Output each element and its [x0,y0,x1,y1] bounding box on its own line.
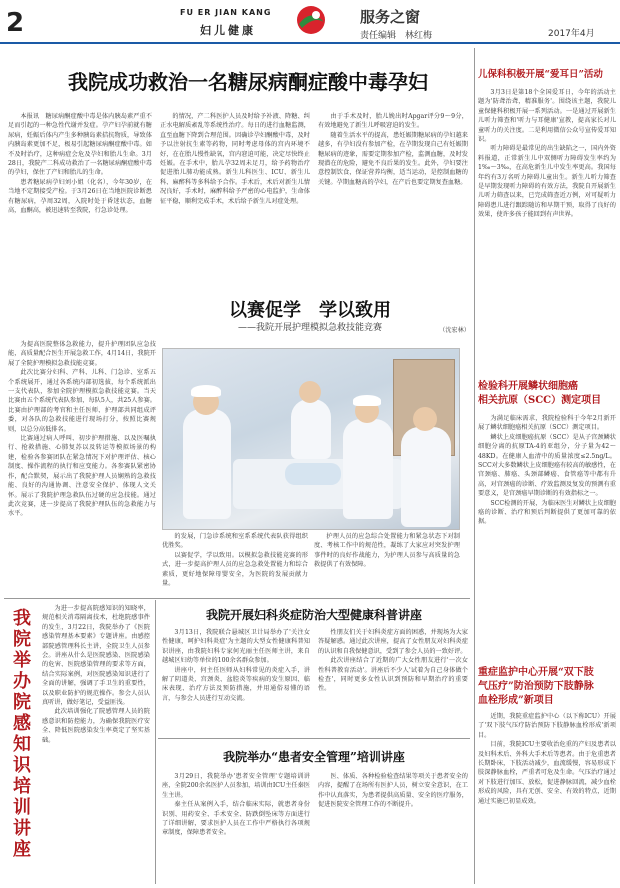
header-divider [0,42,620,44]
author: （沈宏林） [439,327,470,334]
article-body: 性朋友们关于妇科炎症方面的困惑，并现场为大家答疑解惑。通过此次讲座，提高了女性朋友对妇科炎症的认识和自我保健意识，受到了参会人员的一致好评。 此次讲座结合了近期的广大女性朋友进行'一次女性科普教育活动'。讲座后不少人'试着为自己身体做个检查'，同时更多女性认识到预防和早期治疗的重要性。 [318,629,468,693]
column-divider [155,600,156,884]
page-header [0,0,620,46]
article-subtitle: ——我院开展护理模拟急救技能竞赛 [237,323,382,333]
editor-credit: 责任编辑 林红梅 [360,31,433,41]
article-body: 护理人员的应急综合处置能力和紧急状态下对制度、考核工作中的规范性，凝练了大家应对突发护理事件时的良好作战能力，为护理人员参与高质量的急救提供了有效保障。 [314,533,460,569]
article-body: 为提高医院整体急救能力，提升护理团队应急技能，高质量配合医生开展急救工作，4月14日，我院开展了全院护理模拟急救技能竞赛。 此次比赛分妇科、产科、儿科、门急诊、室系五个系统展开，通过各系统内部初选拔，每个系统派出一支代表队，参加全院护理模拟急救技能竞赛。当天比赛由五个系统代表队参加，每队5人，共25人参赛。比赛由护理部的考官和主任医师、护理部共同组成评委，对各队的急救技能进行现场打分，按照比赛规则，以总分高低排名。 比赛通过病人呼叫、初步护理措施、以及医嘱执行、抢救措施、心肺复苏以及转运等模拟场景的构建，检验各参赛团队在紧急情况下对护理评估、核心制度、操作流程的执行和应变能力。各参赛队紧密协作，配合默契，展示出了我院护理人员娴熟的急救技能、良好的沟通协调、注意安全保护、体现人文关怀。展示了我院护理急救队伍过硬的应急技能。通过此次竞赛，进一步提高了我院护理队伍的急救能力与水平。 [8,341,156,518]
vertical-title: 我 院 举 办 院 感 知 识 培 训 讲 座 [13,608,31,860]
article-title: 我院成功救治一名糖尿病酮症酸中毒孕妇 [68,70,428,94]
page-number: 2 [6,8,25,38]
article-photo [162,348,460,530]
issue-date: 2017年4月 [548,29,595,39]
article-body: 医、体质、各种检验检查结果等项关于患者安全的内容，提醒了在场所有医护人员，树立安全意识，在工作中认真落实，为患者提供高质量、安全的医疗服务，促进医院安全管理工作的不断提升。 [318,773,468,809]
article-body: 3月29日，我院举办'患者安全管理'专题培训讲座，全院200余名医护人员参加，培训由ICU主任秦医生主讲。 秦主任从案例入手，结合临床实际，就患者身份识别、用药安全、手术安全、防跌倒坠床等方面进行了详细讲解，要求医护人员在工作中严格执行各项规章制度，保障患者安全。 [162,773,310,837]
article-body: 的情况，产二科医护人员及时给予补液、降糖、纠正水电解质紊乱等系统性治疗。每日的进行血糖监测，直至血糖下降到合理范围。因确诊孕妇酮酸中毒，及时予以注射抗生素等药物，同时考虑母体的宫内环境不好，在在胎儿慢性缺氧，宫内窘迫可能，决定尽快终止妊娠。在手术中，胎儿孕32周未足月，给予药物治疗促进胎儿肺功能成熟。新生儿科医生、ICU、新生儿科、麻醉科等多科给予合作。手术后，术后对新生儿情况良好，手术时，麻醉科给予严密的心电监护，生命体征平稳，顺利完成手术，术后给予新生儿对症处理。 [160,113,310,205]
column-divider [474,48,475,884]
article-title: 我院开展妇科炎症防治大型健康科普讲座 [205,608,422,622]
article-title: 检验科开展鳞状细胞癌 相关抗原（SCC）测定项目 [478,381,602,406]
divider [158,738,470,739]
article-title: 重症监护中心开展“双下肢 气压疗”防治预防下肢静脉 血栓形成”新项目 [478,667,594,706]
article-body: 由于手术及时，胎儿娩出时Apgar评分9～9分，有效地避免了新生儿呼吸窘迫的发生。 随着生活水平的提高，患妊娠期糖尿病的孕妇越来越多，有孕妇没有参加产检，在孕期发现自己有妊娠期糖尿病的迹象，需要定期参加产检，监测血糖，及时发现潜在的危险，避免不良后果的发生。此外，孕妇要注意控制饮食，保证营养均衡，适当运动，是控制血糖的关键。孕期血糖高的孕妇，在产后也要定期复查血糖。 [318,113,468,186]
article-title: 以赛促学 学以致用 [229,300,391,321]
article-body: 为满足临床需求，我院检验科于今年2月新开展了鳞状细胞癌相关抗原（SCC）测定项目。 鳞状上皮细胞癌抗原（SCC）是从子宫颈鳞状细胞分离的抗原TA-4的亚组分，分子量为42～48KD。在健康人血清中的质量浓度≤2.5ng/L。SCC对大多数鳞状上皮细胞癌有较高的敏感性，在宫颈癌、肺癌、头颈部鳞癌、食管癌等中都有升高，对宫颈癌的诊断、疗效监测及复发的预测有重要意义，是宫颈癌早期诊断的有效指标之一。 SCC检测的开展，为临床医生对鳞状上皮细胞癌的诊断、治疗和预后判断提供了更加可靠的依据。 [478,415,616,526]
divider [4,598,470,599]
logo-icon [294,4,328,36]
section-title: 服务之窗 [360,8,421,26]
article-body: 的发展，门急诊系统和室系系统代表队获得组织优胜奖。 以赛促学，学以致用。以模拟急救技能竞赛的形式，进一步提高护理人员的应急急救处置能力和综合素质，更好地保障母婴安全，为医院的发展贡献力量。 [162,533,308,588]
article-body: 本报讯 糖尿病酮症酸中毒是体内胰岛素严重不足而引起的一种急性代谢并发症。孕产妇孕前就有糖尿病，妊娠后体内产生多种胰岛素拮抗物质，导致体内胰岛素更加不足，极易引起糖尿病酮症酸中毒。如不及时治疗，这种病症会危及孕妇和胎儿生命。3月28日，我院产二科成功救治了一名糖尿病酮症酸中毒的孕妇，保住了产妇和胎儿的生命。 患者糖尿病孕妇刘小姐（化名），今年30岁，在当地不定期接受产检。于3月26日在当地医院诊断患有糖尿病，孕周32周，入院时处于昏迷状态，血糖高，血酮高，被迅速转至我院，行急诊处理。 [8,113,152,215]
article-title: 儿保科积极开展“爱耳日”活动 [478,69,603,80]
brand-name-cn: 妇儿健康 [200,24,256,37]
article-body: 3月13日，我院联合悬城区卫计局举办了'关注女性健康，呵护妇科炎症'为主题的大型女性健康科普知识讲座，由我院妇科专家何光丽主任医师主讲，来自越城区妇幼等单位的100余名群众参加。 讲座中，何主任医师从妇科常见的炎症入手，讲解了阴道炎、宫颈炎、盆腔炎等疾病的发生原因、临床表现、治疗方法及预防措施，并用通俗易懂的语言，与参会人员进行互动交流。 [162,629,310,702]
brand-name-en: FU ER JIAN KANG [180,8,272,17]
article-body: 近期，我院重症监护中心（以下称ICU）开展了'双下肢气压疗防治预防下肢静脉血栓形成'新项目。 目前，我院ICU主要收治危重的产妇及患者以及妇科术后、外科大手术后等患者。由于危重患者长期卧床，下肢活动减少，血流缓慢，容易形成下肢深静脉血栓，严重者可危及生命。气压治疗通过对下肢进行加压、放松，促进静脉回流，减少血栓形成的风险，具有无创、安全、有效的特点，近期通过实施已初显成效。 [478,713,616,805]
article-body: 为进一步提高院感知识的知晓率，规范相关消毒隔离技术，杜绝院感事件的发生，3月22日，我院举办了《医院感染管理基本要素》专题讲座。由感控部院感管理科长主讲，全院卫生人员参会。讲座从什么是医院感染、医院感染的危害、医院感染管理的要求等方面，结合实际案例，对医院感染知识进行了全面的讲解，强调了手卫生的重要性，以及职业防护的规范操作。参会人员认真听讲，做好笔记，受益匪浅。 此次培训强化了院感管理人员的院感意识和防控能力，为确保我院医疗安全、降低医院感染发生率奠定了坚实基础。 [42,605,150,744]
article-body: 3月3日是第18个全国爱耳日，今年的活动主题为'防聋治聋，精准服务'。围绕该主题，我院儿童保健科积极开展一系列活动。一是通过开展新生儿听力筛查和'听力与耳健康'宣教，提高家长对儿童听力的关注度。二是利用微信公众号宣传爱耳知识。 听力障碍是最常见的出生缺陷之一，国内外资料报道，正常新生儿中双侧听力障碍发生率约为1‰～3‰，在高危新生儿中发生率更高。我国每年约有3万名听力障碍儿童出生。新生儿听力筛查是早期发现听力障碍的有效方法，我院自开展新生儿听力筛查以来，已完成筛查近万例，对可疑听力障碍患儿进行跟踪随访和早期干预，取得了良好的效果，使许多孩子能回到有声世界。 [478,89,616,219]
article-title: 我院举办“患者安全管理”培训讲座 [223,750,405,764]
